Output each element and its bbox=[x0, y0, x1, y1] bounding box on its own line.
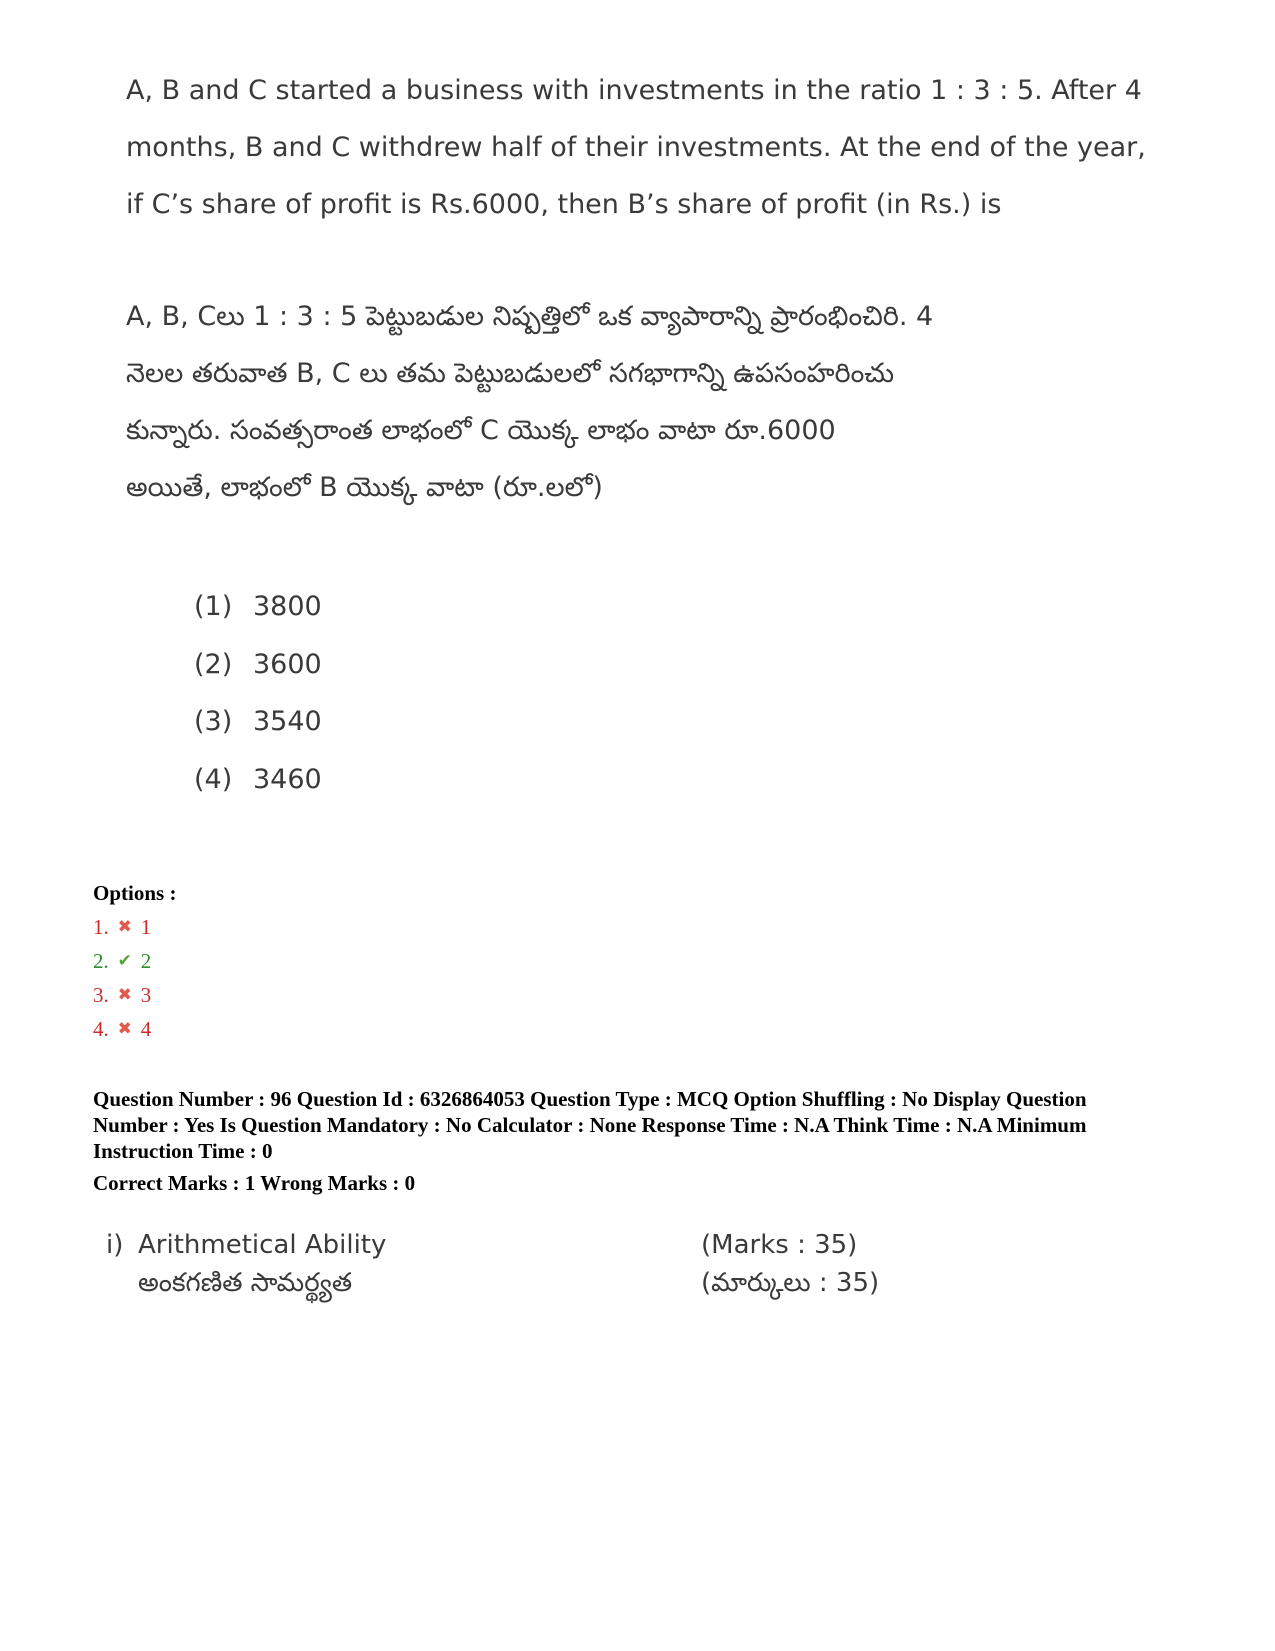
question-line: A, B, Cలు 1 : 3 : 5 పెట్టుబడుల నిష్పత్తిలో ఒక వ్యాపారాన్ని ప్రారంభించిరి. 4 bbox=[126, 301, 934, 332]
question-line: months, B and C withdrew half of their investments. At the end of the year, bbox=[126, 132, 1146, 163]
metadata-line: Question Number : 96 Question Id : 6326864053 Question Type : MCQ Option Shuffling : No Display Question bbox=[93, 1087, 1087, 1111]
section-marks-telugu: (మార్కులు : 35) bbox=[701, 1268, 880, 1298]
section-title-block bbox=[106, 1264, 701, 1302]
section-number: i) bbox=[106, 1230, 124, 1260]
cross-icon: ✖ bbox=[117, 917, 132, 936]
option-prefix: 1. bbox=[93, 915, 109, 939]
choice-number: (4) bbox=[194, 763, 233, 795]
metadata-line: Instruction Time : 0 bbox=[93, 1139, 273, 1163]
option-item bbox=[93, 978, 176, 1012]
options-title: Options : bbox=[93, 881, 177, 905]
option-prefix: 2. bbox=[93, 949, 109, 973]
option-item bbox=[93, 1012, 176, 1046]
answer-choice bbox=[194, 751, 322, 809]
question-text-english bbox=[126, 62, 1146, 233]
answer-choice bbox=[194, 636, 322, 694]
section-marks: (Marks : 35) bbox=[701, 1230, 858, 1260]
choice-value: 3540 bbox=[253, 706, 322, 738]
choice-value: 3460 bbox=[253, 763, 322, 795]
answer-choice bbox=[194, 693, 322, 751]
question-line: A, B and C started a business with investments in the ratio 1 : 3 : 5. After 4 bbox=[126, 75, 1142, 106]
check-icon: ✔ bbox=[117, 951, 132, 970]
option-prefix: 3. bbox=[93, 983, 109, 1007]
option-label: 3 bbox=[140, 983, 152, 1007]
option-prefix: 4. bbox=[93, 1017, 109, 1041]
cross-icon: ✖ bbox=[117, 1019, 132, 1038]
answer-choice bbox=[194, 578, 322, 636]
answer-choices bbox=[194, 578, 322, 808]
question-line: నెలల తరువాత B, C లు తమ పెట్టుబడులలో సగభాగాన్ని ఉపసంహరించు bbox=[126, 358, 895, 389]
section-header bbox=[106, 1226, 926, 1302]
section-title-telugu: అంకగణిత సామర్థ్యత bbox=[138, 1268, 353, 1298]
question-text-telugu bbox=[126, 288, 1156, 516]
cross-icon: ✖ bbox=[117, 985, 132, 1004]
question-metadata bbox=[93, 1086, 1203, 1196]
question-line: if C’s share of profit is Rs.6000, then B’s share of profit (in Rs.) is bbox=[126, 189, 1002, 220]
marks-line: Correct Marks : 1 Wrong Marks : 0 bbox=[93, 1171, 416, 1195]
choice-number: (3) bbox=[194, 706, 233, 738]
choice-value: 3600 bbox=[253, 648, 322, 680]
option-label: 2 bbox=[140, 949, 152, 973]
section-row-english bbox=[106, 1226, 926, 1264]
option-item bbox=[93, 910, 176, 944]
option-item bbox=[93, 944, 176, 978]
choice-value: 3800 bbox=[253, 591, 322, 623]
option-label: 1 bbox=[140, 915, 152, 939]
options-section bbox=[93, 876, 176, 1046]
metadata-line: Number : Yes Is Question Mandatory : No Calculator : None Response Time : N.A Think Time : N.A Minimum bbox=[93, 1113, 1087, 1137]
question-line: కున్నారు. సంవత్సరాంత లాభంలో C యొక్క లాభం వాటా రూ.6000 bbox=[126, 415, 836, 446]
question-line: అయితే, లాభంలో B యొక్క వాటా (రూ.లలో) bbox=[126, 472, 603, 503]
choice-number: (1) bbox=[194, 591, 233, 623]
option-label: 4 bbox=[140, 1017, 152, 1041]
section-title-block bbox=[106, 1226, 701, 1264]
choice-number: (2) bbox=[194, 648, 233, 680]
section-row-telugu bbox=[106, 1264, 926, 1302]
section-title: Arithmetical Ability bbox=[138, 1230, 387, 1260]
